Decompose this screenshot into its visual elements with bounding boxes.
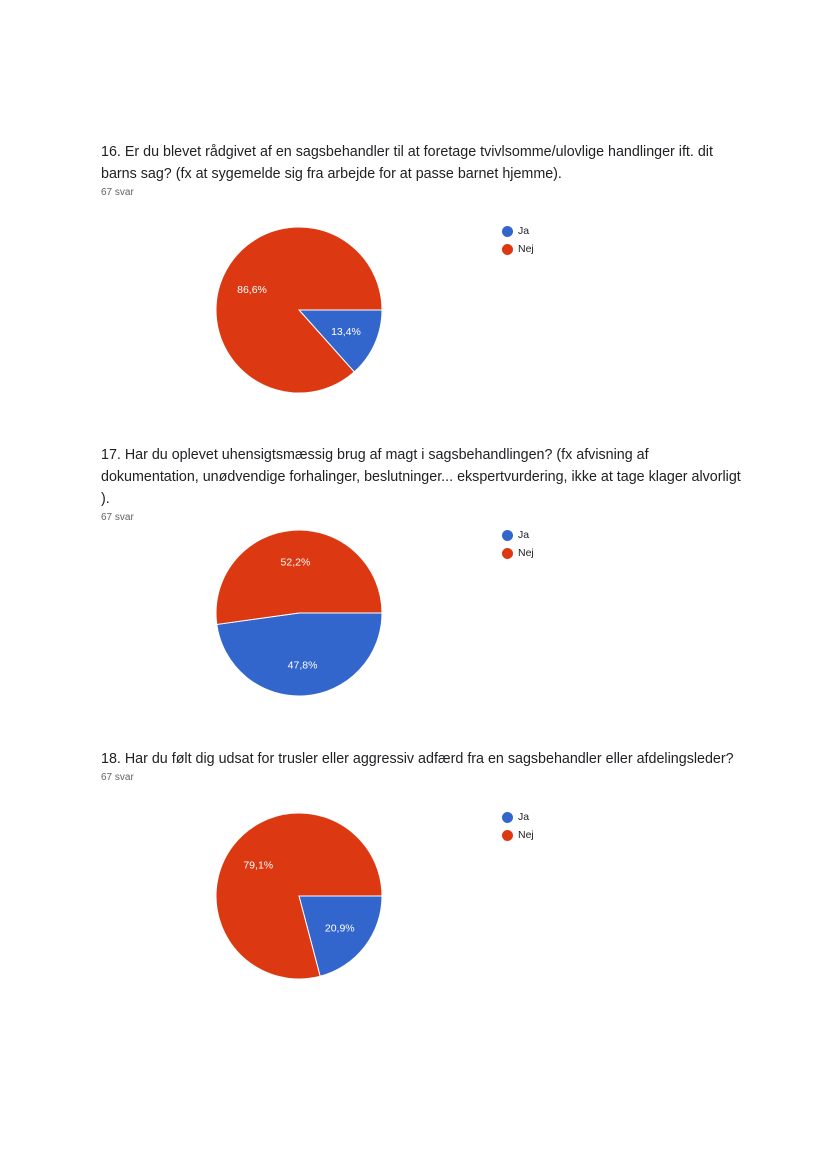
legend-item-nej <box>502 826 534 844</box>
slice-label-ja: 20,9% <box>324 922 355 935</box>
legend-label: Nej <box>518 547 534 559</box>
question-title: 17. Har du oplevet uhensigtsmæssig brug af magt i sagsbehandlingen? (fx afvisning af dokumentation, unødvendige forhalinger, beslutninger... ekspertvurdering, ikke at tage klager alvorligt ). <box>101 447 741 507</box>
legend-dot-nej <box>502 830 513 841</box>
pie-chart-16 <box>215 226 383 394</box>
question-17 <box>101 444 741 525</box>
legend-18 <box>502 808 534 844</box>
pie-chart-18 <box>215 812 383 980</box>
response-count: 67 svar <box>101 187 134 198</box>
slice-label-ja: 13,4% <box>331 326 361 339</box>
pie-slice-ja <box>217 613 382 696</box>
slice-label-nej: 52,2% <box>280 556 311 569</box>
legend-item-nej <box>502 544 534 562</box>
legend-dot-ja <box>502 226 513 237</box>
legend-dot-ja <box>502 812 513 823</box>
legend-dot-nej <box>502 548 513 559</box>
legend-label: Ja <box>518 225 530 237</box>
legend-label: Ja <box>518 529 530 541</box>
legend-item-ja <box>502 808 534 826</box>
question-16 <box>101 141 741 200</box>
response-count: 67 svar <box>101 772 134 783</box>
legend-item-nej <box>502 240 534 258</box>
pie-chart-17 <box>215 529 383 697</box>
legend-label: Nej <box>518 243 534 255</box>
pie-slice-nej <box>216 530 382 624</box>
legend-label: Nej <box>518 829 534 841</box>
slice-label-ja: 47,8% <box>287 659 318 672</box>
slice-label-nej: 86,6% <box>237 283 267 296</box>
legend-dot-ja <box>502 530 513 541</box>
legend-17 <box>502 526 534 562</box>
question-title: 16. Er du blevet rådgivet af en sagsbehandler til at foretage tvivlsomme/ulovlige handlinger ift. dit barns sag? (fx at sygemelde sig fra arbejde for at passe barnet hjemme). <box>101 144 713 182</box>
legend-16 <box>502 222 534 258</box>
question-title: 18. Har du følt dig udsat for trusler eller aggressiv adfærd fra en sagsbehandler eller afdelingsleder? <box>101 751 734 767</box>
legend-dot-nej <box>502 244 513 255</box>
slice-label-nej: 79,1% <box>243 859 274 872</box>
legend-item-ja <box>502 222 534 240</box>
question-18 <box>101 748 741 785</box>
response-count: 67 svar <box>101 512 134 523</box>
legend-item-ja <box>502 526 534 544</box>
legend-label: Ja <box>518 811 530 823</box>
